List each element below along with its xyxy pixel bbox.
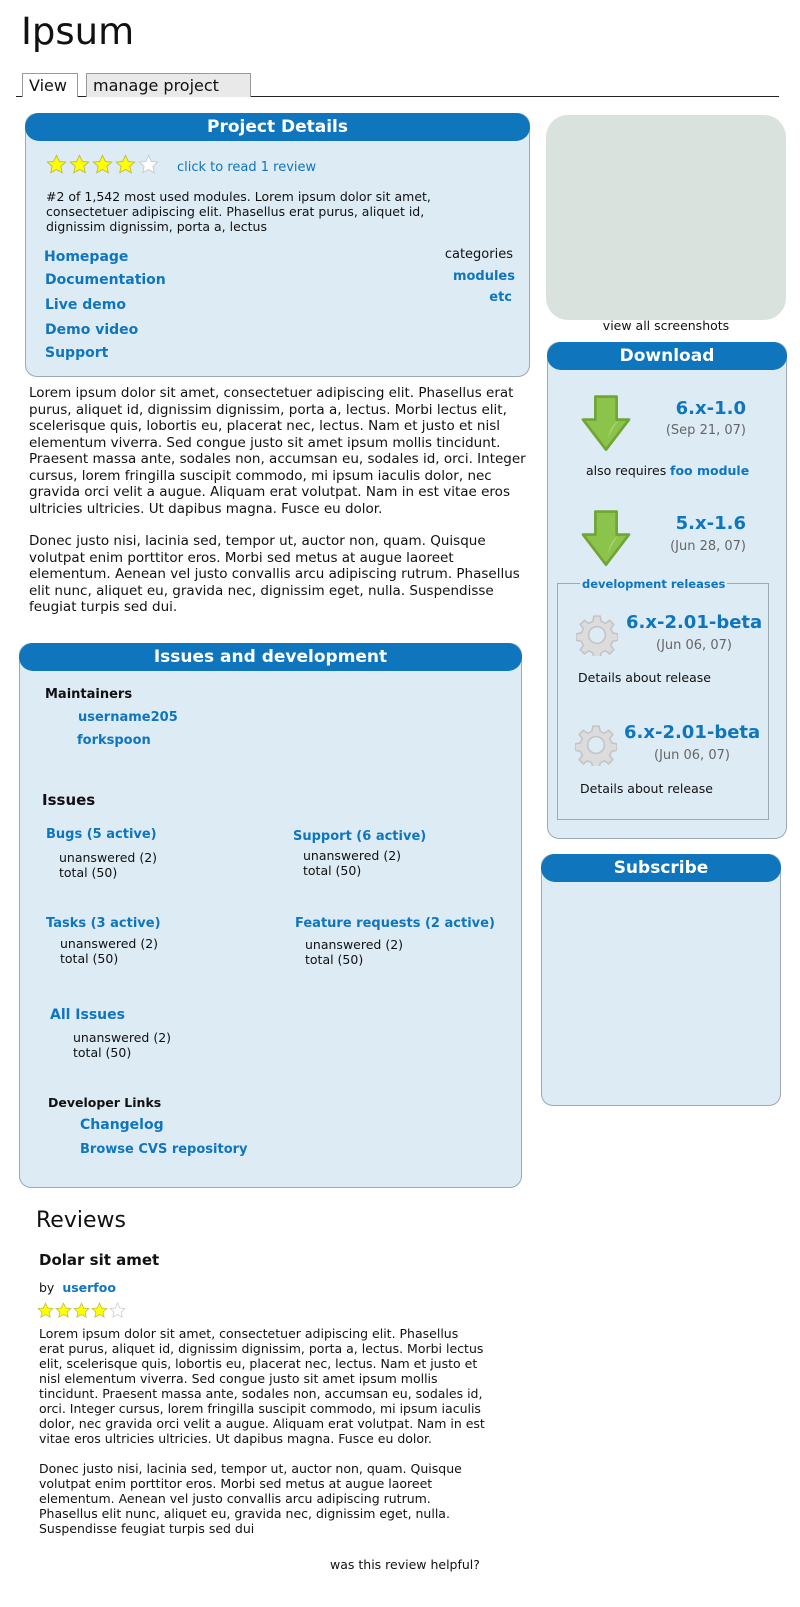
demo-video-link[interactable]: Demo video: [45, 322, 139, 338]
star-empty-icon: [109, 1302, 126, 1319]
release-version-link[interactable]: 6.x-1.0: [675, 398, 746, 419]
bugs-total-link[interactable]: total (50): [59, 865, 118, 880]
body-paragraph: Donec justo nisi, lacinia sed, tempor ut, auctor non, quam. Quisque volutpat enim porttitor eros. Morbi sed metus at augue laoreet elementum. Aenean vel justo convallis arcu adipiscing rutrum. Phasellus elit nunc, aliquet eu, gravida nec, dignissim eget, nulla. Suspendisse feugiat turpis sed dui.: [29, 533, 520, 615]
feature-requests-link[interactable]: Feature requests (2 active): [295, 916, 495, 931]
all-issues-link[interactable]: All Issues: [50, 1007, 125, 1023]
maintainers-label: Maintainers: [45, 687, 133, 702]
category-modules-link[interactable]: modules: [452, 269, 515, 284]
subscribe-panel: [541, 854, 781, 1106]
review-paragraph: Donec justo nisi, lacinia sed, tempor ut, auctor non, quam. Quisque volutpat enim porttitor eros. Morbi sed metus at augue laoreet elementum. Aenean vel justo convallis arcu adipiscing rutrum. Phasellus elit nunc, aliquet eu, gravida nec, dignissim eget, nulla. Suspendisse feugiat turpis sed dui: [39, 1461, 462, 1536]
review-by-label: by: [39, 1280, 55, 1295]
categories-label: categories: [444, 247, 513, 262]
gear-icon: [575, 724, 617, 766]
category-etc-link[interactable]: etc: [489, 290, 512, 305]
star-filled-icon: [46, 154, 67, 175]
dev-release-details: Details about release: [580, 781, 713, 796]
support-total-link[interactable]: total (50): [303, 863, 362, 878]
download-arrow-icon[interactable]: [578, 393, 634, 455]
tab-bar: [16, 73, 779, 97]
all-unanswered-link[interactable]: unanswered (2): [73, 1030, 172, 1045]
maintainer-link[interactable]: username205: [78, 710, 178, 725]
dev-release-details: Details about release: [578, 670, 711, 685]
review-body: [39, 1326, 487, 1536]
site-title: Ipsum: [21, 10, 135, 53]
dev-release-date: (Jun 06, 07): [656, 638, 732, 653]
dev-releases-legend: development releases: [582, 577, 726, 591]
project-body: [29, 385, 539, 616]
changelog-link[interactable]: Changelog: [80, 1117, 164, 1133]
review-title: Dolar sit amet: [39, 1251, 160, 1269]
developer-links-label: Developer Links: [48, 1095, 162, 1110]
tasks-link[interactable]: Tasks (3 active): [46, 916, 161, 931]
release-date: (Sep 21, 07): [665, 423, 746, 438]
screenshot-thumbnail[interactable]: [546, 115, 786, 320]
release-version-link[interactable]: 5.x-1.6: [675, 513, 746, 534]
star-filled-icon: [73, 1302, 90, 1319]
dev-release-date: (Jun 06, 07): [654, 748, 730, 763]
download-panel: [547, 342, 787, 839]
issues-label: Issues: [42, 791, 96, 809]
issues-panel: [19, 643, 522, 1188]
support-link[interactable]: Support: [45, 345, 109, 361]
read-review-link[interactable]: click to read 1 review: [177, 160, 317, 175]
star-filled-icon: [115, 154, 136, 175]
feature-requests-unanswered-link[interactable]: unanswered (2): [305, 937, 404, 952]
gear-icon: [576, 614, 618, 656]
star-filled-icon: [92, 154, 113, 175]
release-date: (Jun 28, 07): [670, 539, 746, 554]
feature-requests-total-link[interactable]: total (50): [305, 952, 364, 967]
documentation-link[interactable]: Documentation: [45, 272, 166, 288]
download-arrow-icon[interactable]: [578, 508, 634, 570]
review-helpful-prompt: was this review helpful?: [330, 1557, 480, 1572]
tasks-total-link[interactable]: total (50): [60, 951, 119, 966]
live-demo-link[interactable]: Live demo: [45, 297, 126, 313]
star-filled-icon: [69, 154, 90, 175]
maintainer-link[interactable]: forkspoon: [77, 733, 151, 748]
browse-cvs-link[interactable]: Browse CVS repository: [80, 1142, 248, 1157]
review-byline: [39, 1280, 116, 1295]
homepage-link[interactable]: Homepage: [44, 249, 129, 265]
view-all-screenshots-link[interactable]: view all screenshots: [602, 318, 730, 333]
requires-module-link[interactable]: foo module: [670, 463, 750, 478]
bugs-link[interactable]: Bugs (5 active): [46, 827, 157, 842]
review-rating: [37, 1302, 126, 1319]
subscribe-header: Subscribe: [541, 854, 781, 882]
star-filled-icon: [55, 1302, 72, 1319]
issues-header: Issues and development: [19, 643, 522, 671]
dev-release-version-link[interactable]: 6.x-2.01-beta: [626, 612, 763, 633]
star-empty-icon: [138, 154, 159, 175]
dev-releases-box: [557, 577, 769, 820]
project-rating: [46, 154, 159, 175]
support-issues-link[interactable]: Support (6 active): [293, 829, 427, 844]
tasks-unanswered-link[interactable]: unanswered (2): [60, 936, 159, 951]
requires-label: also requires: [586, 463, 667, 478]
review-paragraph: Lorem ipsum dolor sit amet, consectetuer adipiscing elit. Phasellus erat purus, aliquet id, dignissim dignissim, porta a, lectus. Morbi lectus elit, scelerisque quis, lobortis eu, placerat nec, lectus. Nam et justo et nisl elementum viverra. Sed congue justo sit amet ipsum mollis tincidunt. Praesent massa ante, sodales non, accumsan eu, sodales id, orci. Integer cursus, lorem fringilla suscipit commodo, mi ipsum iaculis dolor, nec gravida orci velit a augue. Aliquam erat volutpat. Nam in est vitae eros ultricies ultricies. Ut dapibus magna. Fusce eu dolor.: [39, 1326, 485, 1446]
body-paragraph: Lorem ipsum dolor sit amet, consectetuer adipiscing elit. Phasellus erat purus, aliquet id, dignissim dignissim, porta a, lectus. Morbi lectus elit, scelerisque quis, lobortis eu, placerat nec, lectus. Nam et justo et nisl elementum viverra. Sed congue justo sit amet ipsum mollis tincidunt. Praesent massa ante, sodales non, accumsan eu, sodales id, orci. Integer cursus, lorem fringilla suscipit commodo, mi ipsum iaculis dolor, nec gravida orci velit a augue. Aliquam erat volutpat. Nam in est vitae eros ultricies ultricies. Ut dapibus magna. Fusce eu dolor.: [29, 385, 526, 517]
tab-view[interactable]: View: [22, 73, 78, 97]
star-filled-icon: [37, 1302, 54, 1319]
project-details-panel: [25, 113, 530, 377]
dev-release-version-link[interactable]: 6.x-2.01-beta: [624, 722, 761, 743]
review-author-link[interactable]: userfoo: [62, 1280, 116, 1295]
tab-manage-project[interactable]: manage project: [86, 73, 251, 97]
all-total-link[interactable]: total (50): [73, 1045, 132, 1060]
project-details-header: Project Details: [25, 113, 530, 141]
download-header: Download: [547, 342, 787, 370]
reviews-heading: Reviews: [36, 1208, 126, 1233]
bugs-unanswered-link[interactable]: unanswered (2): [59, 850, 158, 865]
project-description: #2 of 1,542 most used modules. Lorem ipsum dolor sit amet, consectetuer adipiscing elit. Phasellus erat purus, aliquet id, dignissim dignissim, porta a, lectus: [46, 189, 431, 234]
star-filled-icon: [91, 1302, 108, 1319]
support-unanswered-link[interactable]: unanswered (2): [303, 848, 402, 863]
